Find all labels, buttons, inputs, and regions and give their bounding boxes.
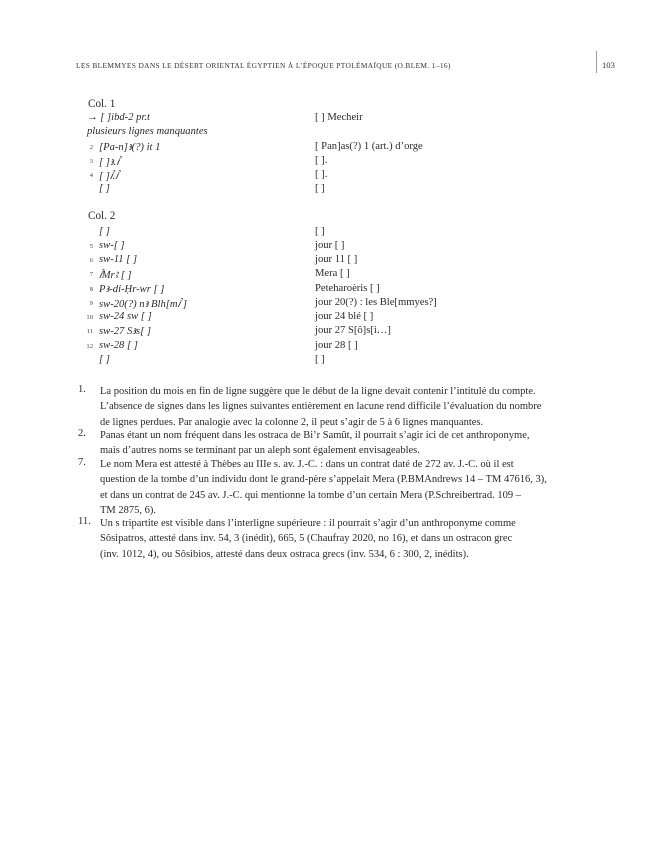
col2-line [0,340,650,353]
transliteration: sw-27 Sꜣs[ ] [99,326,152,337]
transliteration: [ ]ꜣ.ꞽ [99,157,120,168]
transliteration: sw-[ ] [99,240,125,251]
col2-line [0,254,650,267]
note-body [100,384,597,430]
note-line: et dans un contrat de 245 av. J.-C. qui mentionne la tombe d’un certain Mera (P.Schreibertrad. 109 – [100,489,521,501]
transliteration: [ ] [99,183,110,194]
translation: [ Pan]as(?) 1 (art.) d’orge [315,141,423,152]
line-number: 11 [86,328,93,335]
col1-line [0,141,650,154]
note-line: L’absence de signes dans les lignes suivantes entièrement en lacune rend difficile l’évaluation du nombre [100,401,542,413]
line-number: 4 [89,172,93,179]
note-number: 1. [78,384,86,395]
note-body [100,428,597,459]
col1-line [0,183,650,196]
transliteration: [ ] [99,354,110,365]
note-body [100,516,597,562]
col2-line [0,354,650,367]
translation: jour 27 S[ô]s[i…] [315,325,391,336]
translation: [ ]. [315,155,328,166]
note-line: (inv. 1012, 4), ou Sôsibios, attesté dans deux ostraca grecs (inv. 534, 6 : 300, 2, inédits). [100,548,469,560]
note-line: La position du mois en fin de ligne suggère que le début de la ligne devait contenir l’intitulé du compte. [100,386,536,397]
line-number: 8 [89,286,93,293]
col2-line [0,240,650,253]
translation: [ ] [315,183,325,194]
col1-line [0,126,650,139]
note-line: TM 2875, 6). [100,504,156,516]
col2-line [0,283,650,296]
note-number: 11. [78,516,91,527]
translation: jour 24 blé [ ] [315,311,374,322]
translation: [ ]. [315,169,328,180]
col1-line [0,112,650,125]
translation: Mera [ ] [315,268,350,279]
running-header: LES BLEMMYES DANS LE DÉSERT ORIENTAL ÉGYPTIEN À L’ÉPOQUE PTOLÉMAÏQUE (O.BLEM. 1–16) [76,61,451,70]
note-body [100,457,597,518]
line-number: 3 [89,158,93,165]
transliteration: Pꜣ-dỉ-Ḥr-wr [ ] [99,284,165,295]
note-number: 7. [78,457,86,468]
line-number: 9 [89,300,93,307]
translation: [ ] [315,354,325,365]
line-number: 12 [86,343,93,350]
note-line: Le nom Mera est attesté à Thèbes au IIIe s. av. J.-C. : dans un contrat daté de 272 av. J.-C. où il est [100,459,514,470]
transliteration: sw-20(?) nꜣ Blh[mꞽ ] [99,299,188,310]
col1-line [0,169,650,182]
translation: jour 11 [ ] [315,254,358,265]
transliteration: sw-28 [ ] [99,340,138,351]
header-divider [596,51,597,73]
transliteration: [Pa-n]ꜣ(?) it 1 [99,142,161,153]
note-line: de lignes perdues. Par analogie avec la colonne 2, il peut s’agir de 5 à 6 lignes manquantes. [100,416,484,428]
line-number: 6 [89,257,93,264]
note-line: question de la tombe d’un individu dont le grand-père s’appelait Mera (P.BMAndrews 14 – TM 47616, 3), [100,474,547,486]
col2-line [0,297,650,310]
line-number: 5 [89,243,93,250]
note-line: Sôsipatros, attesté dans inv. 54, 3 (inédit), 665, 5 (Chaufray 2020, no 16), et dans un ostracon grec [100,533,513,545]
transliteration: plusieurs lignes manquantes [87,126,208,137]
note-line: Un s tripartite est visible dans l’interligne supérieure : il pourrait s’agir d’un anthroponyme comme [100,518,516,529]
page-number: 103 [602,60,615,70]
line-number: 10 [86,314,93,321]
note-number: 2. [78,428,86,439]
transliteration: → [ ]ibd-2 pr.t [87,112,150,123]
line-number: 2 [89,144,93,151]
transliteration: sw-11 [ ] [99,254,138,265]
translation: jour [ ] [315,240,345,251]
transliteration: ꞽMrꜣ [ ] [99,270,132,281]
transliteration: sw-24 sw [ ] [99,311,152,322]
translation: jour 28 [ ] [315,340,358,351]
note-line: Panas étant un nom fréquent dans les ostraca de Bi’r Samût, il pourrait s’agir ici de cet anthroponyme, [100,430,530,441]
translation: jour 20(?) : les Ble[mmyes?] [315,297,437,308]
col2-line [0,325,650,338]
transliteration: [ ] [99,226,110,237]
col2-line [0,268,650,281]
translation: [ ] [315,226,325,237]
col2-line [0,226,650,239]
translation: [ ] Mecheir [315,112,363,123]
line-number: 7 [89,271,93,278]
transliteration: [ ]ꞽ.ꞽ [99,171,119,182]
note-line: mais d’autres noms se terminant par un aleph sont également envisageables. [100,445,420,457]
translation: Peteharoèris [ ] [315,283,380,294]
col2-title: Col. 2 [88,210,116,222]
col1-line [0,155,650,168]
col1-title: Col. 1 [88,98,116,110]
col2-line [0,311,650,324]
